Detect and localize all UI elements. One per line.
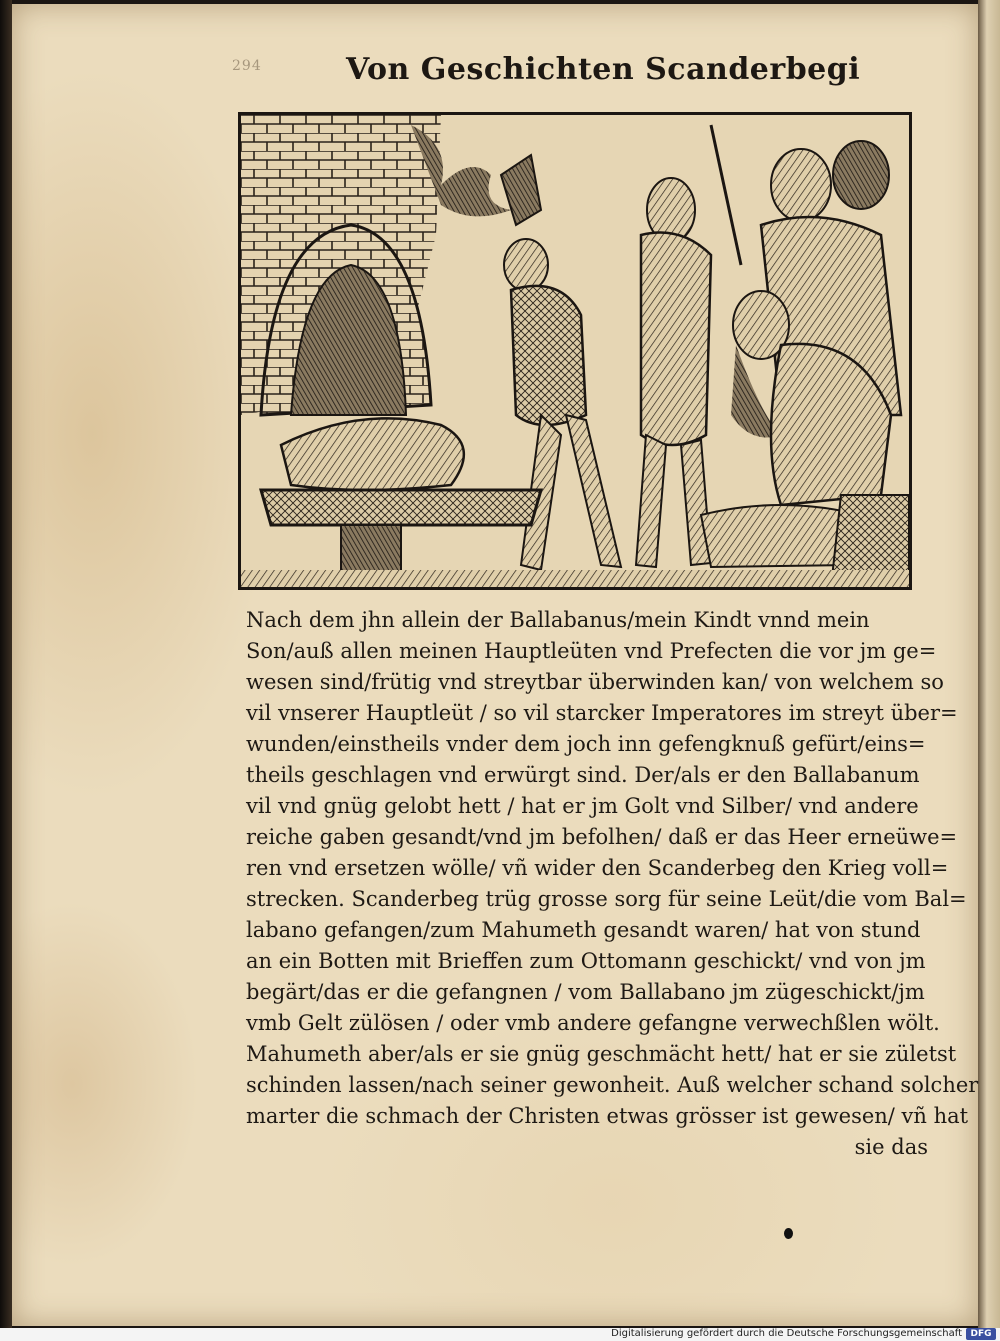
text-line: an ein Botten mit Brieffen zum Ottomann geschickt/ vnd von jm — [246, 949, 926, 973]
catchword-line: sie das — [854, 1135, 928, 1159]
text-line: Mahumeth aber/als er sie gnüg geschmächt hett/ hat er sie zületst — [246, 1042, 957, 1066]
woodcut-drawing — [241, 115, 909, 587]
ink-dot — [784, 1228, 793, 1239]
dfg-logo-icon: DFG — [966, 1328, 996, 1340]
page-edge-right — [978, 0, 1000, 1328]
text-line: reiche gaben gesandt/vnd jm befolhen/ daß er das Heer erneüwe= — [246, 825, 958, 849]
page-number: 294 — [232, 58, 262, 74]
text-line: wunden/einstheils vnder dem joch inn gefengknuß gefürt/eins= — [246, 732, 926, 756]
text-line: labano gefangen/zum Mahumeth gesandt waren/ hat von stund — [246, 918, 921, 942]
text-line: vil vnserer Hauptleüt / so vil starcker Imperatores im streyt über= — [246, 701, 958, 725]
footer-credit: Digitalisierung gefördert durch die Deutsche Forschungsgemeinschaft — [611, 1328, 962, 1339]
woodcut-illustration — [238, 112, 912, 590]
text-line: vmb Gelt zülösen / oder vmb andere gefangne verwechßlen wölt. — [246, 1011, 940, 1035]
text-line: wesen sind/frütig vnd streytbar überwinden kan/ von welchem so — [246, 670, 944, 694]
text-line: vil vnd gnüg gelobt hett / hat er jm Golt vnd Silber/ vnd andere — [246, 794, 919, 818]
text-line: theils geschlagen vnd erwürgt sind. Der/als er den Ballabanum — [246, 763, 920, 787]
text-line: marter die schmach der Christen etwas grösser ist gewesen/ vñ hat — [246, 1104, 969, 1128]
text-line: Nach dem jhn allein der Ballabanus/mein Kindt vnnd mein — [246, 608, 870, 632]
text-line: schinden lassen/nach seiner gewonheit. Auß welcher schand solcher — [246, 1073, 979, 1097]
text-line: begärt/das er die gefangnen / vom Ballabano jm zügeschickt/jm — [246, 980, 925, 1004]
text-line: Son/auß allen meinen Hauptleüten vnd Prefecten die vor jm ge= — [246, 639, 937, 663]
scan-left-edge — [0, 0, 12, 1341]
body-text — [246, 605, 979, 1163]
text-line: strecken. Scanderbeg trüg grosse sorg für seine Leüt/die vom Bal= — [246, 887, 967, 911]
text-line: ren vnd ersetzen wölle/ vñ wider den Scanderbeg den Krieg voll= — [246, 856, 949, 880]
running-title: Von Geschichten Scanderbegi — [346, 52, 861, 87]
